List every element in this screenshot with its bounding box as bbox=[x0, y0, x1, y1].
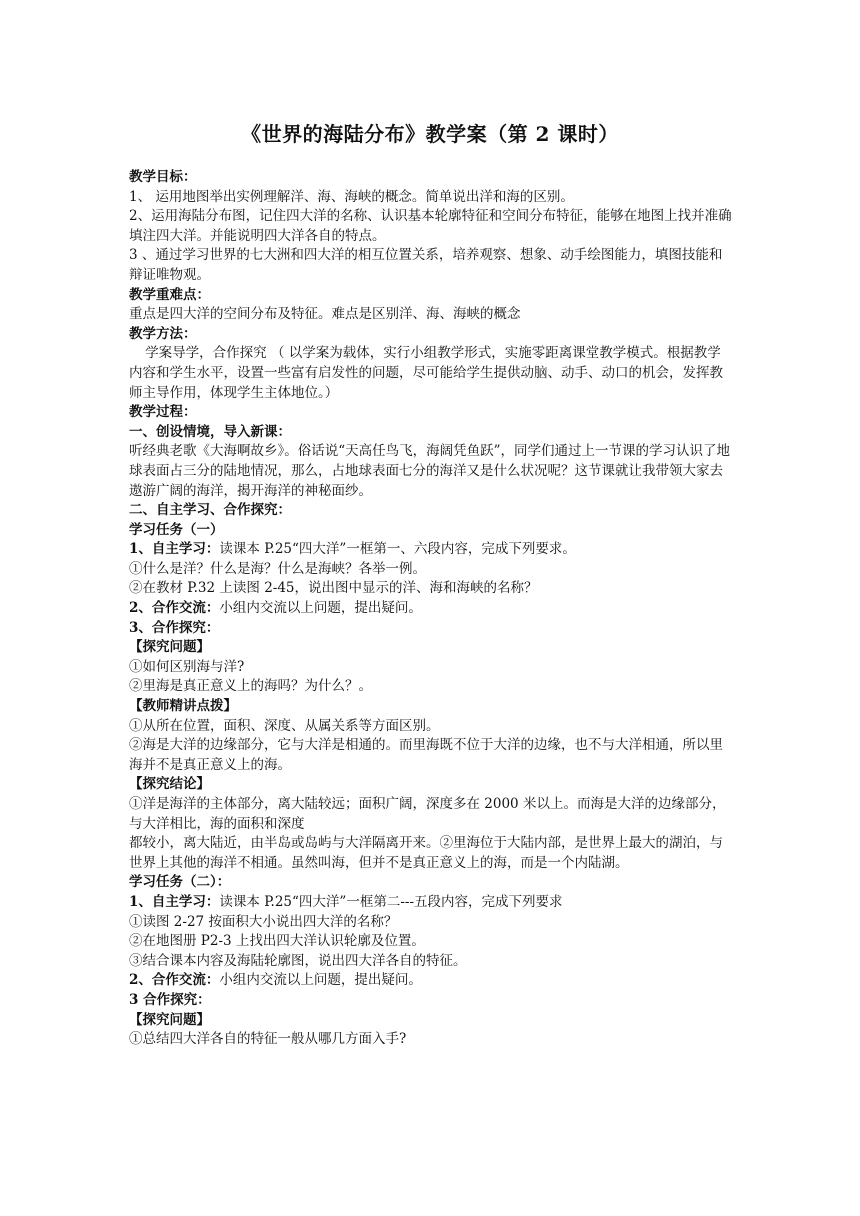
line-text: 小组内交流以上问题，提出疑问。 bbox=[219, 600, 422, 617]
body-line bbox=[129, 521, 733, 541]
body-line bbox=[129, 971, 733, 991]
body-line bbox=[129, 658, 733, 678]
body-line bbox=[129, 677, 733, 697]
body-line bbox=[129, 619, 733, 639]
body-line bbox=[129, 442, 733, 501]
line-text: ②海是大洋的边缘部分，它与大洋是相通的。而里海既不位于大洋的边缘，也不与大洋相通，所以里海并不是真正意义上的海。 bbox=[129, 737, 723, 773]
line-text: 小组内交流以上问题，提出疑问。 bbox=[219, 972, 422, 989]
line-text: ①读图 2-27 按面积大小说出四大洋的名称？ bbox=[129, 913, 398, 930]
body-line bbox=[129, 579, 733, 599]
body-line bbox=[129, 540, 733, 560]
line-text: 读课本 P.25“四大洋”一框第一、六段内容，完成下列要求。 bbox=[219, 541, 576, 558]
body-line bbox=[129, 638, 733, 658]
body-line bbox=[129, 207, 733, 246]
line-text: 听经典老歌《大海啊故乡》。俗话说“天高任鸟飞，海阔凭鱼跃”，同学们通过上一节课的学习认识了地球表面占三分的陆地情况，那么，占地球表面七分的海洋又是什么状况呢？这节课就让我带领大家去遨游广阔的海洋，揭开海洋的神秘面纱。 bbox=[129, 443, 731, 499]
body-line bbox=[129, 560, 733, 580]
body-line bbox=[129, 423, 733, 443]
line-text: 都较小，离大陆近，由半岛或岛屿与大洋隔离开来。②里海位于大陆内部，是世界上最大的湖泊，与世界上其他的海洋不相通。虽然叫海，但并不是真正意义上的海，而是一个内陆湖。 bbox=[129, 835, 723, 871]
line-text: 教学重难点： bbox=[129, 286, 210, 303]
line-label: 2、合作交流： bbox=[129, 600, 220, 617]
body-line bbox=[129, 932, 733, 952]
line-text: 2、运用海陆分布图，记住四大洋的名称、认识基本轮廓特征和空间分布特征，能够在地图上找并准确填注四大洋。并能说明四大洋各自的特点。 bbox=[129, 208, 732, 244]
line-text: 学习任务（一） bbox=[129, 521, 224, 538]
body-line bbox=[129, 168, 733, 188]
line-text: 重点是四大洋的空间分布及特征。难点是区别洋、海、海峡的概念 bbox=[129, 306, 521, 323]
body-line bbox=[129, 717, 733, 737]
body-line bbox=[129, 1030, 733, 1050]
body-line bbox=[129, 991, 733, 1011]
document-title: 《世界的海陆分布》教学案（第 2 课时） bbox=[241, 122, 619, 146]
line-label: 1、自主学习： bbox=[129, 893, 220, 910]
line-text: 读课本 P.25“四大洋”一框第二---五段内容，完成下列要求 bbox=[219, 893, 563, 910]
line-text: 3、合作探究： bbox=[129, 619, 220, 636]
line-text: 【教师精讲点拨】 bbox=[129, 698, 237, 715]
line-text: 【探究结论】 bbox=[129, 776, 210, 793]
body-line bbox=[129, 913, 733, 933]
body-line bbox=[129, 775, 733, 795]
body-line bbox=[129, 893, 733, 913]
body-line bbox=[129, 325, 733, 345]
line-label: 1、自主学习： bbox=[129, 541, 220, 558]
line-text: 二、自主学习、合作探究： bbox=[129, 502, 291, 519]
line-text: ②在地图册 P2-3 上找出四大洋认识轮廓及位置。 bbox=[129, 933, 425, 950]
document-body bbox=[129, 168, 733, 1050]
line-text: ①总结四大洋各自的特征一般从哪几方面入手? bbox=[129, 1031, 407, 1048]
line-text: 教学目标： bbox=[129, 169, 197, 185]
line-text: 学案导学，合作探究 （ 以学案为载体，实行小组教学形式，实施零距离课堂教学模式。根据教学内容和学生水平，设置一些富有启发性的问题，尽可能给学生提供动脑、动手、动口的机会，发挥教师主导作用，体现学生主体地位。） bbox=[129, 345, 723, 401]
line-text: ①如何区别海与洋? bbox=[129, 658, 245, 675]
line-text: 【探究问题】 bbox=[129, 639, 210, 656]
body-line bbox=[129, 188, 733, 208]
line-text: 1、 运用地图举出实例理解洋、海、海峡的概念。简单说出洋和海的区别。 bbox=[129, 188, 574, 205]
line-text: ①什么是洋？什么是海？什么是海峡？各举一例。 bbox=[129, 560, 426, 577]
line-text: 学习任务（二）： bbox=[129, 874, 231, 891]
body-line bbox=[129, 403, 733, 423]
body-line bbox=[129, 736, 733, 775]
line-text: ②在教材 P.32 上读图 2-45，说出图中显示的洋、海和海峡的名称？ bbox=[129, 580, 538, 597]
body-line bbox=[129, 305, 733, 325]
body-line bbox=[129, 873, 733, 893]
line-text: ①洋是海洋的主体部分，离大陆较远；面积广阔，深度多在 2000 米以上。而海是大洋的边缘部分，与大洋相比，海的面积和深度 bbox=[129, 796, 726, 832]
line-text: 3 合作探究： bbox=[129, 991, 211, 1008]
body-line bbox=[129, 501, 733, 521]
line-text: ②里海是真正意义上的海吗？为什么？。 bbox=[129, 678, 372, 695]
body-line bbox=[129, 344, 733, 403]
line-text: 一、创设情境，导入新课： bbox=[129, 423, 291, 440]
body-line bbox=[129, 599, 733, 619]
line-text: 3 、通过学习世界的七大洲和四大洋的相互位置关系，培养观察、想象、动手绘图能力，填图技能和辩证唯物观。 bbox=[129, 247, 723, 283]
line-label: 2、合作交流： bbox=[129, 972, 220, 989]
line-text: 教学过程： bbox=[129, 404, 197, 421]
body-line bbox=[129, 834, 733, 873]
body-line bbox=[129, 795, 733, 834]
body-line bbox=[129, 246, 733, 285]
body-line bbox=[129, 952, 733, 972]
body-line bbox=[129, 697, 733, 717]
line-text: 教学方法： bbox=[129, 325, 197, 342]
line-text: 【探究问题】 bbox=[129, 1011, 210, 1028]
body-line bbox=[129, 286, 733, 306]
line-text: ①从所在位置，面积、深度、从属关系等方面区别。 bbox=[129, 717, 440, 734]
body-line bbox=[129, 1011, 733, 1031]
line-text: ③结合课本内容及海陆轮廓图，说出四大洋各自的特征。 bbox=[129, 952, 467, 969]
